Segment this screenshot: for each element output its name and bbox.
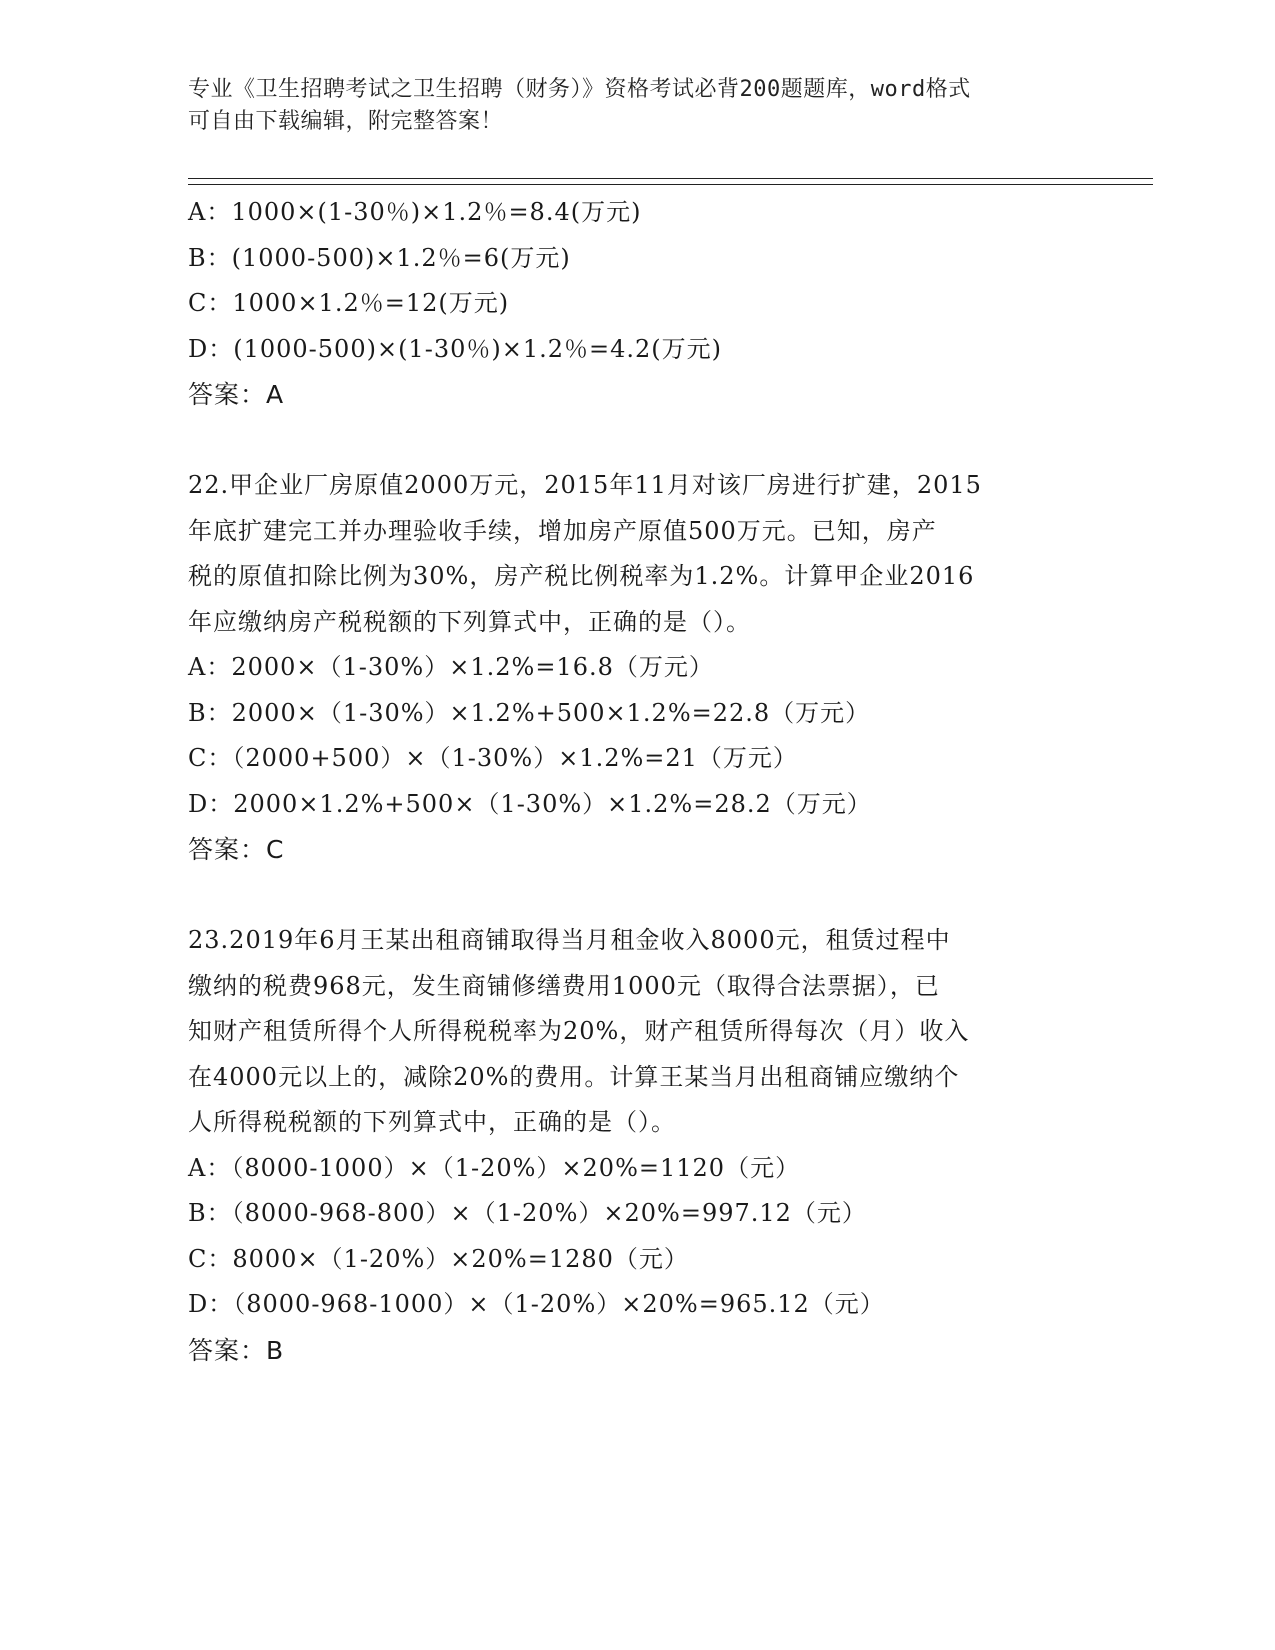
q22-stem-line: 税的原值扣除比例为30%，房产税比例税率为1.2%。计算甲企业2016 — [188, 562, 975, 590]
header-double-rule — [188, 178, 1153, 185]
q23-stem-line: 在4000元以上的，减除20%的费用。计算王某当月出租商铺应缴纳个 — [188, 1062, 960, 1091]
q22-answer: 答案：C — [188, 835, 285, 864]
q23-stem-line: 23.2019年6月王某出租商铺取得当月租金收入8000元，租赁过程中 — [188, 926, 951, 954]
question-22 — [188, 463, 1088, 873]
q21-option-b: B：(1000-500)×1.2％=6(万元) — [188, 243, 571, 272]
q22-option-b: B：2000×（1-30%）×1.2%+500×1.2%=22.8（万元） — [188, 698, 871, 727]
page-header — [188, 74, 1088, 138]
q23-option-c: C：8000×（1-20%）×20%=1280（元） — [188, 1244, 689, 1273]
q23-stem-line: 知财产租赁所得个人所得税税率为20%，财产租赁所得每次（月）收入 — [188, 1017, 970, 1045]
q23-stem-line: 缴纳的税费968元，发生商铺修缮费用1000元（取得合法票据），已 — [188, 971, 940, 1000]
question-23 — [188, 918, 1088, 1373]
q23-answer: 答案：B — [188, 1335, 285, 1365]
document-body — [188, 190, 1088, 1373]
q22-option-a: A：2000×（1-30%）×1.2%=16.8（万元） — [188, 653, 714, 681]
header-line-2: 可自由下载编辑，附完整答案！ — [188, 109, 504, 134]
header-line-1: 专业《卫生招聘考试之卫生招聘（财务）》资格考试必背200题题库，word格式 — [188, 77, 971, 102]
q21-option-a: A：1000×(1-30％)×1.2％=8.4(万元) — [188, 198, 642, 226]
q23-stem-line: 人所得税税额的下列算式中，正确的是（）。 — [188, 1108, 676, 1136]
q22-option-d: D：2000×1.2%+500×（1-30%）×1.2%=28.2（万元） — [188, 789, 872, 818]
q23-option-d: D：（8000-968-1000）×（1-20%）×20%=965.12（元） — [188, 1290, 885, 1318]
q22-stem-line: 年应缴纳房产税税额的下列算式中，正确的是（）。 — [188, 607, 751, 636]
spacer — [188, 418, 1088, 464]
q22-option-c: C：（2000+500）×（1-30%）×1.2%=21（万元） — [188, 744, 798, 772]
q21-option-c: C：1000×1.2％=12(万元) — [188, 289, 510, 317]
q21-answer: 答案：A — [188, 380, 285, 409]
q22-stem-line: 22.甲企业厂房原值2000万元，2015年11月对该厂房进行扩建，2015 — [188, 471, 982, 499]
q21-option-d: D：(1000-500)×(1-30％)×1.2％=4.2(万元) — [188, 334, 722, 363]
q22-stem-line: 年底扩建完工并办理验收手续，增加房产原值500万元。已知，房产 — [188, 516, 937, 545]
question-21 — [188, 190, 1088, 418]
q23-option-b: B：（8000-968-800）×（1-20%）×20%=997.12（元） — [188, 1199, 867, 1227]
spacer — [188, 873, 1088, 919]
q23-option-a: A：（8000-1000）×（1-20%）×20%=1120（元） — [188, 1153, 801, 1182]
